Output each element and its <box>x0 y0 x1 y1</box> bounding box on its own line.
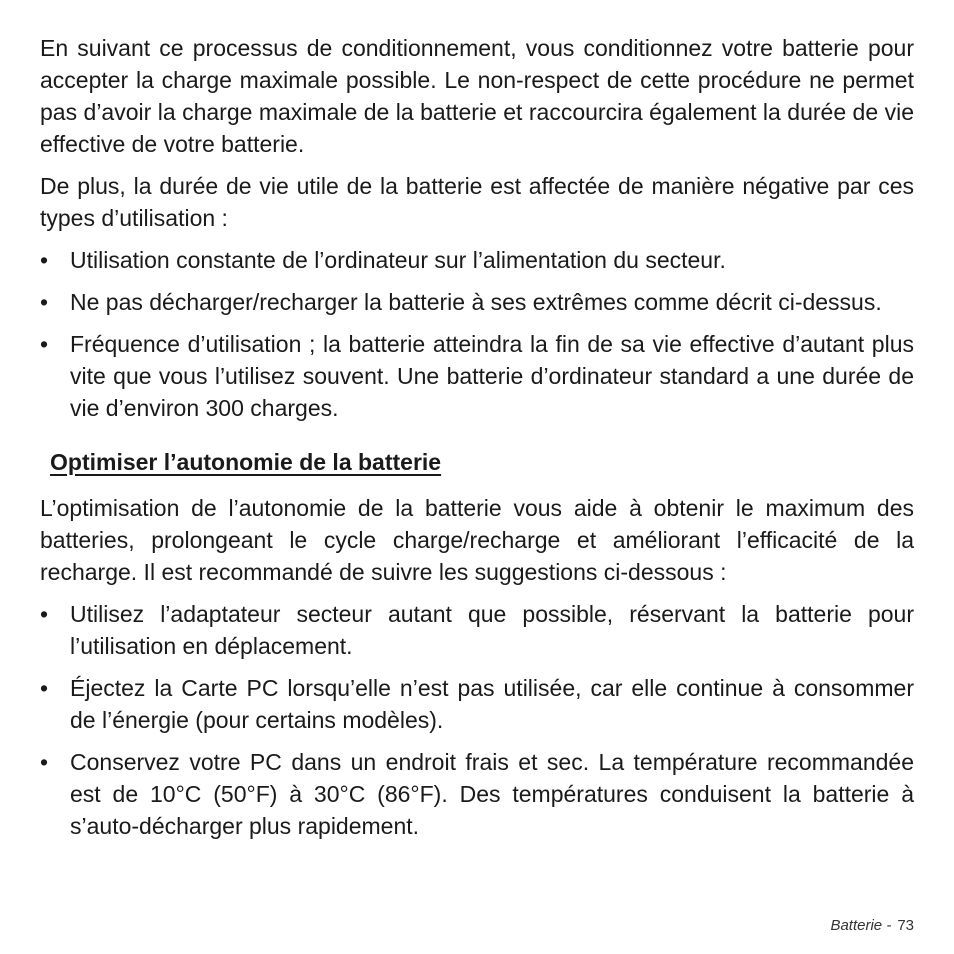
list-item <box>40 244 914 276</box>
list-item <box>40 598 914 662</box>
usage-bullet-list <box>40 244 914 424</box>
bullet-marker: • <box>40 331 49 357</box>
list-item-text: Ne pas décharger/recharger la batterie à ses extrêmes comme décrit ci-dessus. <box>70 289 882 315</box>
list-item <box>40 672 914 736</box>
list-item-text: Fréquence d’utilisation ; la batterie atteindra la fin de sa vie effective d’autant plus vite que vous l’utilisez souvent. Une batterie d’ordinateur standard a une durée de vie d’environ 300 charges. <box>70 331 914 421</box>
intro-paragraph-conditioning: En suivant ce processus de conditionnement, vous conditionnez votre batterie pour accepter la charge maximale possible. Le non-respect de cette procédure ne permet pas d’avoir la charge maximale de la batterie et raccourcira également la durée de vie effective de votre batterie. <box>40 35 914 157</box>
section-paragraph: L’optimisation de l’autonomie de la batterie vous aide à obtenir le maximum des batteries, prolongeant le cycle charge/recharge et améliorant l’efficacité de la recharge. Il est recommandé de suivre les suggestions ci-dessous : <box>40 495 914 585</box>
document-page <box>40 32 914 852</box>
section-heading: Optimiser l’autonomie de la batterie <box>50 449 442 475</box>
bullet-marker: • <box>40 601 49 627</box>
list-item <box>40 746 914 842</box>
bullet-marker: • <box>40 247 49 273</box>
page-footer <box>830 917 914 934</box>
list-item-text: Utilisation constante de l’ordinateur sur l’alimentation du secteur. <box>70 247 726 273</box>
intro-paragraph-usage: De plus, la durée de vie utile de la batterie est affectée de manière négative par ces types d’utilisation : <box>40 173 914 231</box>
page-number: 73 <box>897 917 914 934</box>
list-item <box>40 328 914 424</box>
bullet-marker: • <box>40 749 49 775</box>
list-item-text: Éjectez la Carte PC lorsqu’elle n’est pas utilisée, car elle continue à consommer de l’énergie (pour certains modèles). <box>70 675 914 733</box>
list-item <box>40 286 914 318</box>
list-item-text: Conservez votre PC dans un endroit frais et sec. La température recommandée est de 10°C (50°F) à 30°C (86°F). Des températures conduisent la batterie à s’auto-décharger plus rapidement. <box>70 749 914 839</box>
footer-chapter-label: Batterie - <box>830 917 892 934</box>
bullet-marker: • <box>40 675 49 701</box>
bullet-marker: • <box>40 289 49 315</box>
list-item-text: Utilisez l’adaptateur secteur autant que possible, réservant la batterie pour l’utilisation en déplacement. <box>70 601 914 659</box>
suggestion-bullet-list <box>40 598 914 842</box>
